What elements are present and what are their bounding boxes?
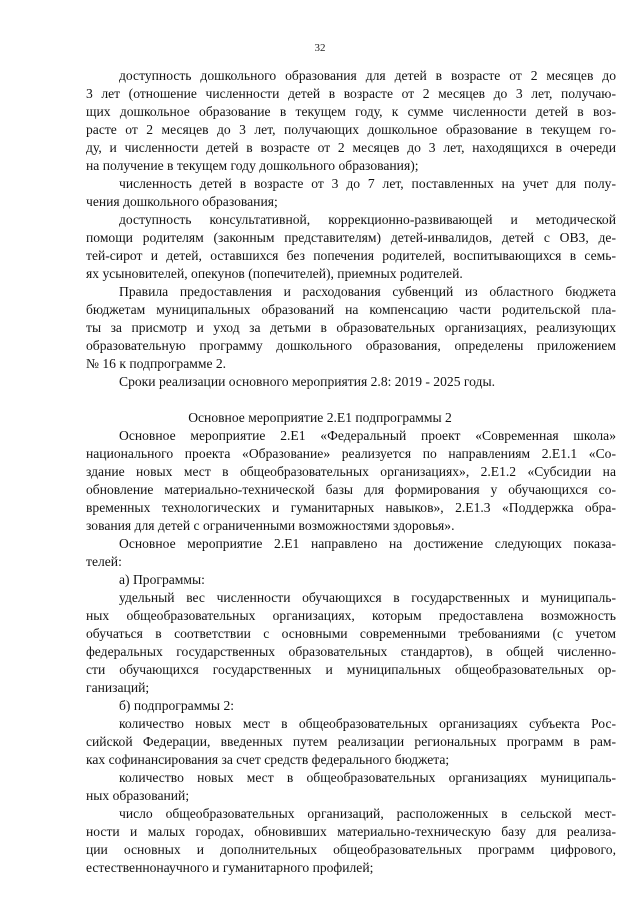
text-line: естественнонаучного и гуманитарного профилей; [86,860,374,875]
text-line: здание новых мест в общеобразовательных организациях», 2.Е1.2 «Субсидии на [86,464,616,479]
text-line: Основное мероприятие 2.Е1 направлено на достижение следующих показа- [119,536,616,551]
text-line: ции основных и дополнительных общеобразовательных программ цифрового, [86,842,616,857]
text-line: бюджетам муниципальных образований на компенсацию части родительской пла- [86,302,616,317]
text-line: образовательную программу дошкольного образования, определены приложением [86,338,616,353]
text-line: телей: [86,554,122,569]
text-line: зования для детей с ограниченными возможностями здоровья». [86,518,455,533]
list-label: б) подпрограммы 2: [119,698,235,713]
text-line: ности и малых городах, обновивших материально-техническую базу для реализа- [86,824,616,839]
text-line: Правила предоставления и расходования субвенций из областного бюджета [119,284,616,299]
text-line: расте от 2 месяцев до 3 лет, получающих дошкольное образование в текущем го- [86,122,616,137]
text-line: обучаться в соответствии с основными современными требованиями (с учетом [86,626,616,641]
page-number: 32 [314,42,326,54]
text-line: на получение в текущем году дошкольного образования); [86,158,419,173]
text-line: ты за присмотр и уход за детьми в образовательных организациях, реализующих [86,320,616,335]
text-line: доступность дошкольного образования для детей в возрасте от 2 месяцев до [119,68,616,83]
text-line: № 16 к подпрограмме 2. [86,356,227,371]
text-line: число общеобразовательных организаций, расположенных в сельской мест- [119,806,616,821]
text-line: федеральных государственных образовательных стандартов), в общей численно- [86,644,616,659]
text-line: удельный вес численности обучающихся в государственных и муниципаль- [119,590,616,605]
text-line: сийской Федерации, введенных путем реализации региональных программ в рам- [86,734,616,749]
text-line: ных образований; [86,788,190,803]
text-line: Основное мероприятие 2.Е1 «Федеральный проект «Современная школа» [119,428,616,443]
text-line: временных технологических и гуманитарных навыков», 2.Е1.3 «Поддержка обра- [86,500,616,515]
text-line: количество новых мест в общеобразовательных организациях субъекта Рос- [119,716,616,731]
text-line: тей-сирот и детей, оставшихся без попечения родителей, воспитывающихся в семь- [86,248,616,263]
text-line: национального проекта «Образование» реализуется по направлениям 2.Е1.1 «Со- [86,446,616,461]
section-heading: Основное мероприятие 2.Е1 подпрограммы 2 [188,410,452,425]
text-line: численность детей в возрасте от 3 до 7 лет, поставленных на учет для полу- [119,176,616,191]
text-line: ганизаций; [86,680,150,695]
text-line: 3 лет (отношение численности детей в возрасте от 2 месяцев до 3 лет, получаю- [86,86,616,101]
text-line: доступность консультативной, коррекционно-развивающей и методической [119,212,616,227]
text-line: ях усыновителей, опекунов (попечителей), приемных родителей. [86,266,463,281]
text-line: сти обучающихся государственных и муниципальных общеобразовательных ор- [86,662,616,677]
text-line: ду, и численности детей в возрасте от 2 месяцев до 3 лет, находящихся в очереди [86,140,616,155]
text-line: щих дошкольное образование в текущем году, к сумме численности детей в воз- [86,104,616,119]
text-line: помощи родителям (законным представителям) детей-инвалидов, детей с ОВЗ, де- [86,230,616,245]
text-line: ках софинансирования за счет средств федерального бюджета; [86,752,450,767]
list-label: а) Программы: [119,572,205,587]
text-line: обновление материально-технической базы для формирования у обучающихся со- [86,482,616,497]
text-line: ных общеобразовательных организациях, которым предоставлена возможность [86,608,616,623]
text-line: Сроки реализации основного мероприятия 2.8: 2019 - 2025 годы. [119,374,495,389]
text-line: чения дошкольного образования; [86,194,278,209]
text-line: количество новых мест в общеобразовательных организациях муниципаль- [119,770,616,785]
